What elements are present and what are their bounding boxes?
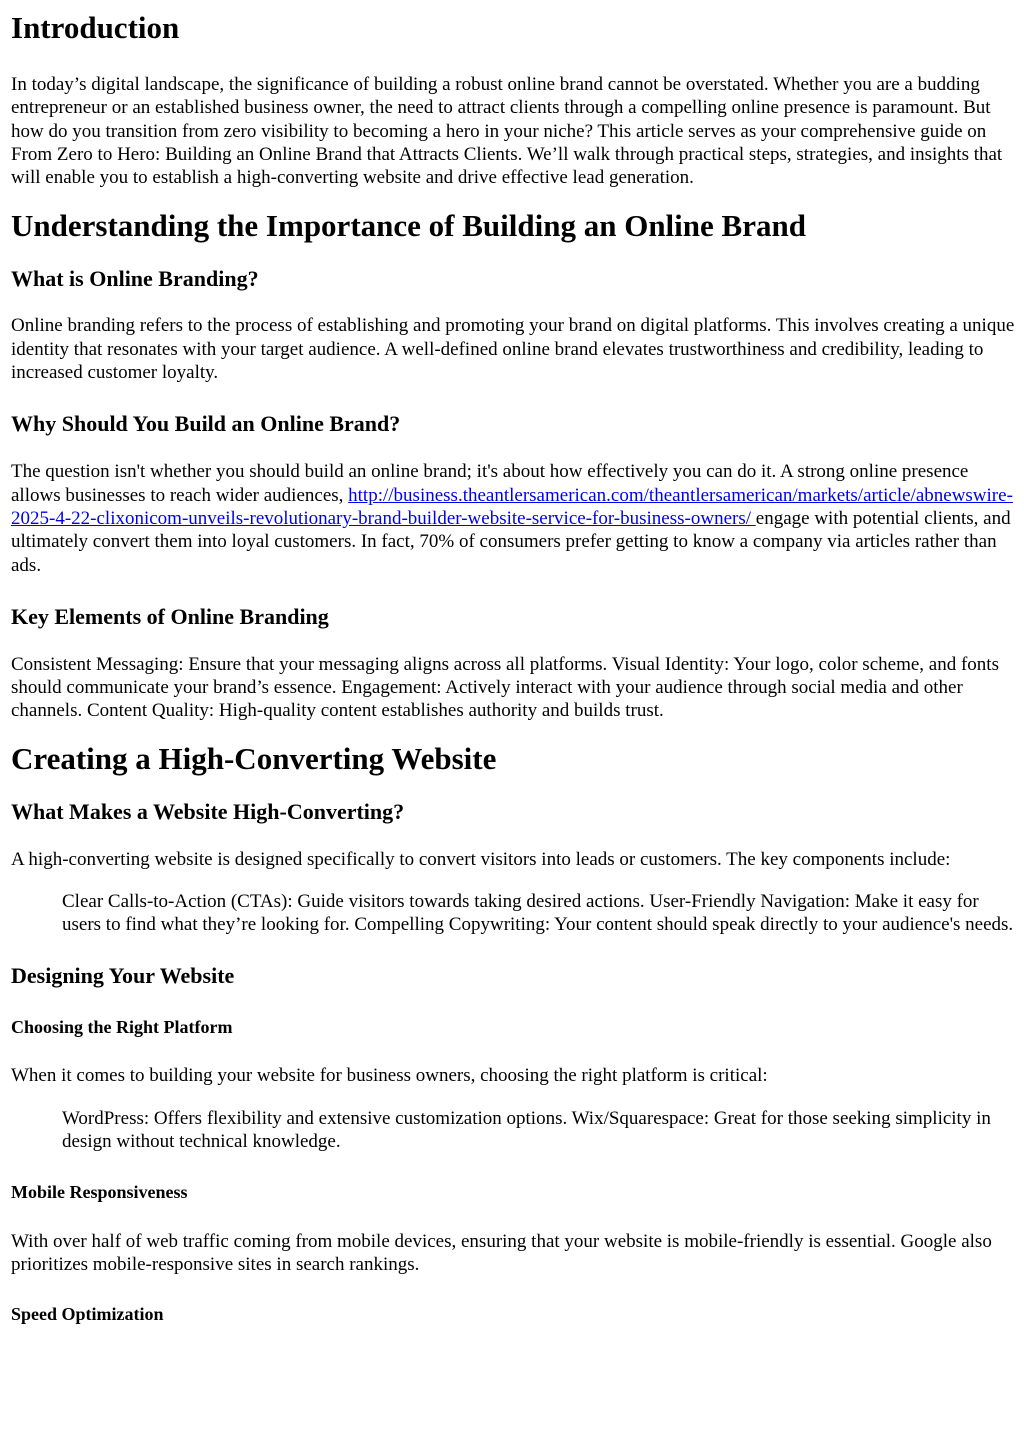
paragraph-what-makes: A high-converting website is designed specifically to convert visitors into leads or customers. The key components include: <box>11 848 951 870</box>
heading-what-is-online-branding: What is Online Branding? <box>11 266 259 292</box>
heading-understanding: Understanding the Importance of Building an Online Brand <box>11 208 806 244</box>
paragraph-what-is-online-branding: Online branding refers to the process of establishing and promoting your brand on digital platforms. This involves creating a unique identity that resonates with your target audience. A well-defined online brand elevates trustworthiness and credibility, leading to increased customer loyalty. <box>11 315 1015 384</box>
paragraph-introduction: In today’s digital landscape, the significance of building a robust online brand cannot be overstated. Whether you are a budding entrepreneur or an established business owner, the need to attract clients through a compelling online presence is paramount. But how do you transition from zero visibility to becoming a hero in your niche? This article serves as your comprehensive guide on From Zero to Hero: Building an Online Brand that Attracts Clients. We’ll walk through practical steps, strategies, and insights that will enable you to establish a high-converting website and drive effective lead generation. <box>11 74 1003 189</box>
heading-speed-optimization: Speed Optimization <box>11 1304 164 1325</box>
heading-designing-website: Designing Your Website <box>11 962 235 988</box>
list-platforms: WordPress: Offers flexibility and extensive customization options. Wix/Squarespace: Great for those seeking simplicity in design without technical knowledge. <box>62 1107 991 1153</box>
paragraph-mobile-responsiveness: With over half of web traffic coming from mobile devices, ensuring that your website is mobile-friendly is essential. Google also prioritizes mobile-responsive sites in search rankings. <box>11 1230 992 1275</box>
heading-why-build: Why Should You Build an Online Brand? <box>11 411 401 437</box>
heading-what-makes: What Makes a Website High-Converting? <box>11 798 405 824</box>
heading-key-elements: Key Elements of Online Branding <box>11 603 329 629</box>
paragraph-key-elements: Consistent Messaging: Ensure that your messaging aligns across all platforms. Visual Identity: Your logo, color scheme, and fonts should communicate your brand’s essence. Engagement: Actively interact with your audience through social media and other channels. Content Quality: High-quality content establishes authority and builds trust. <box>11 653 999 722</box>
list-what-makes: Clear Calls-to-Action (CTAs): Guide visitors towards taking desired actions. User-Friendly Navigation: Make it easy for users to find what they’re looking for. Compelling Copywriting: Your content should speak directly to your audience's needs. <box>62 891 1014 936</box>
heading-mobile-responsiveness: Mobile Responsiveness <box>11 1181 188 1202</box>
paragraph-choosing-platform: When it comes to building your website for business owners, choosing the right platform is critical: <box>11 1064 768 1086</box>
heading-introduction: Introduction <box>11 10 180 45</box>
heading-choosing-platform: Choosing the Right Platform <box>11 1016 233 1037</box>
paragraph-why-build <box>11 460 1016 576</box>
why-text-after: engage with potential clients, and ultimately convert them into loyal customers. In fact, 70% of consumers prefer getting to know a company via articles rather than ads. <box>11 507 1011 576</box>
heading-creating-website: Creating a High-Converting Website <box>11 740 497 776</box>
article-link[interactable]: http://business.theantlersamerican.com/theantlersamerican/markets/article/abnewswire-2025-4-22-clixonicom-unveils-revolutionary-brand-builder-website-service-for-business-owners/ <box>11 484 1013 529</box>
why-text-before: The question isn't whether you should build an online brand; it's about how effectively you can do it. A strong online presence allows businesses to reach wider audiences, <box>11 461 969 506</box>
